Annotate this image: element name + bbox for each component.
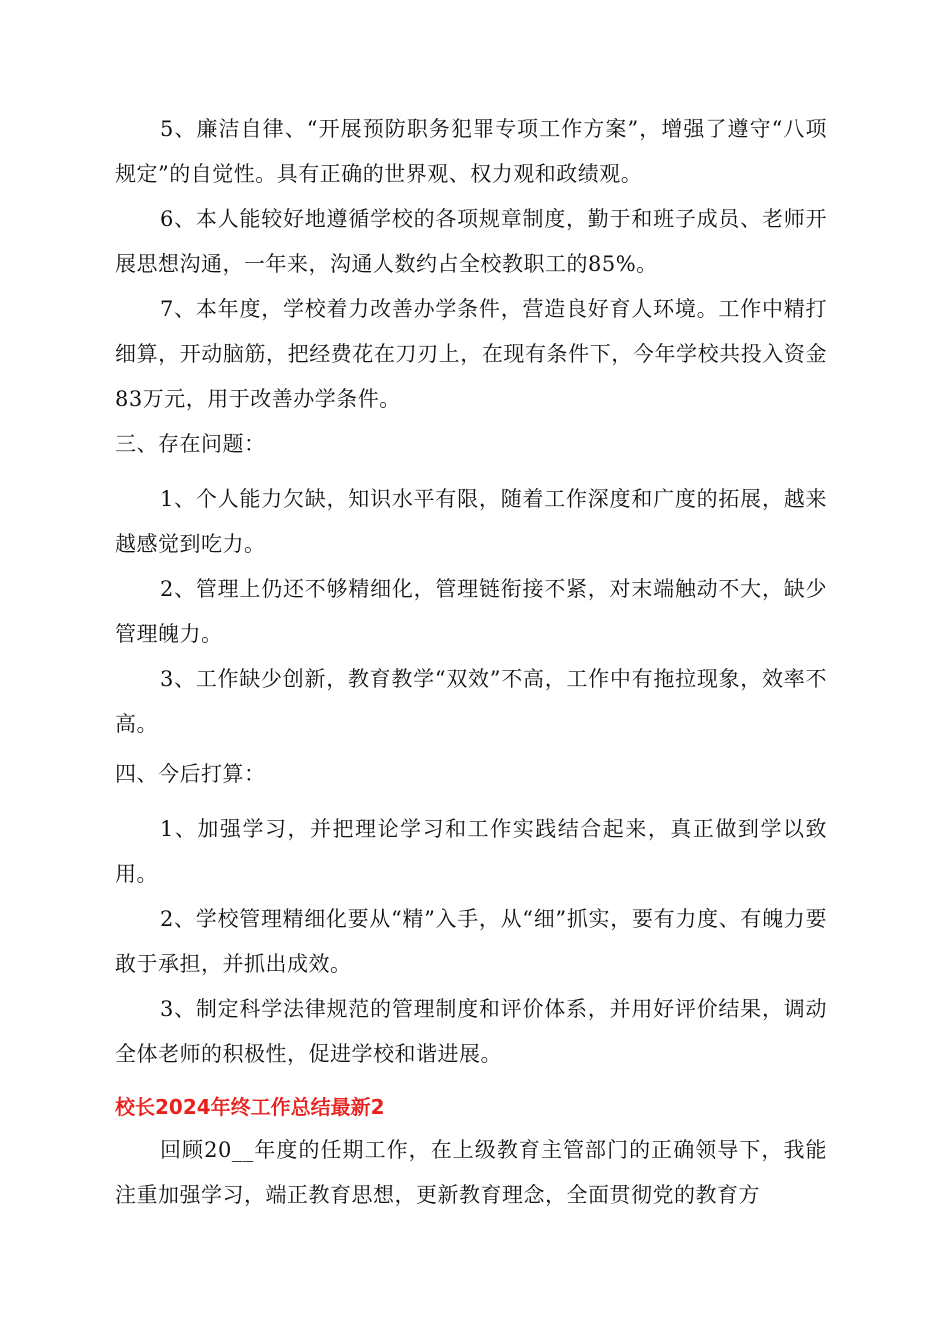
paragraph-intro: 回顾20__年度的任期工作，在上级教育主管部门的正确领导下，我能注重加强学习，端正教育思想，更新教育理念，全面贯彻党的教育方: [115, 1138, 827, 1207]
paragraph-item-5-integrity: 5、廉洁自律、“开展预防职务犯罪专项工作方案”，增强了遵守“八项规定”的自觉性。具有正确的世界观、权力观和政绩观。: [115, 117, 827, 186]
heading-problems: 三、存在问题：: [115, 432, 266, 456]
heading-future-plans: 四、今后打算：: [115, 762, 266, 786]
paragraph-item-6-rules: 6、本人能较好地遵循学校的各项规章制度，勤于和班子成员、老师开展思想沟通，一年来，沟通人数约占全校教职工的85%。: [115, 207, 827, 276]
paragraph-problem-1: 1、个人能力欠缺，知识水平有限，随着工作深度和广度的拓展，越来越感觉到吃力。: [115, 487, 827, 556]
paragraph-plan-3: 3、制定科学法律规范的管理制度和评价体系，并用好评价结果，调动全体老师的积极性，促进学校和谐进展。: [115, 997, 827, 1066]
paragraph-problem-2: 2、管理上仍还不够精细化，管理链衔接不紧，对末端触动不大，缺少管理魄力。: [115, 577, 827, 646]
paragraph-plan-1: 1、加强学习，并把理论学习和工作实践结合起来，真正做到学以致用。: [115, 817, 827, 886]
section-title: 校长2024年终工作总结最新2: [115, 1095, 385, 1119]
paragraph-problem-3: 3、工作缺少创新，教育教学“双效”不高，工作中有拖拉现象，效率不高。: [115, 667, 827, 736]
paragraph-item-7-conditions: 7、本年度，学校着力改善办学条件，营造良好育人环境。工作中精打细算，开动脑筋，把经费花在刀刃上，在现有条件下，今年学校共投入资金83万元，用于改善办学条件。: [115, 297, 827, 411]
paragraph-plan-2: 2、学校管理精细化要从“精”入手，从“细”抓实，要有力度、有魄力要敢于承担，并抓出成效。: [115, 907, 827, 976]
